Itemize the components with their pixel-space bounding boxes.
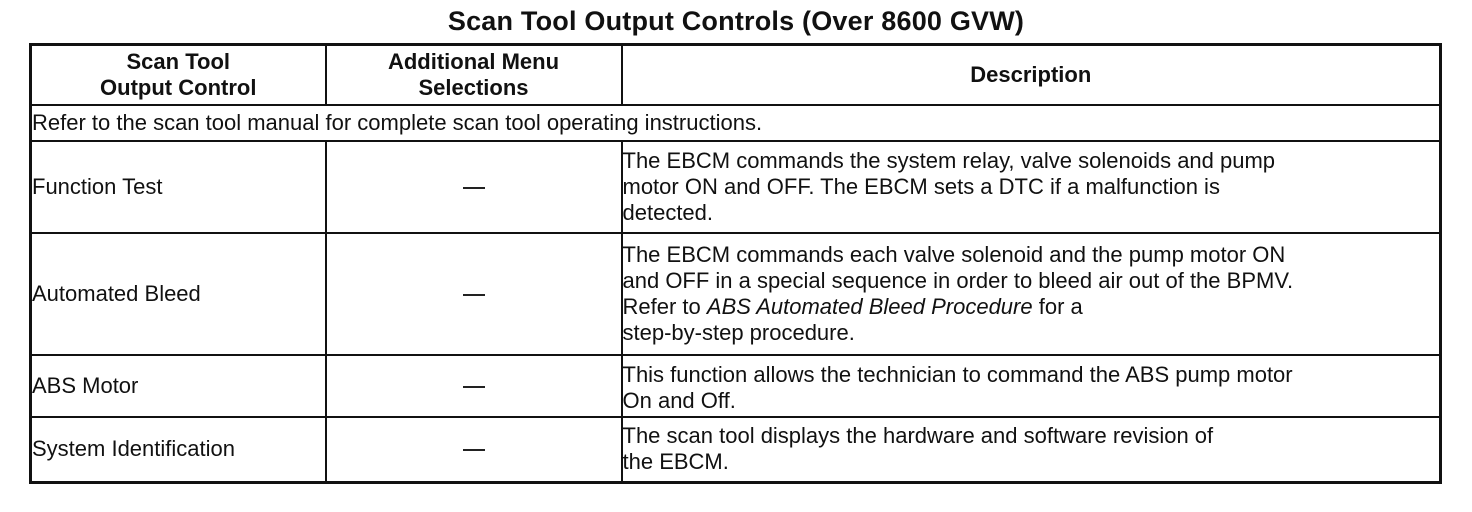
dash-mark (463, 449, 485, 451)
menu-selection (326, 233, 622, 355)
description-line: The EBCM commands the system relay, valve solenoids and pump (622, 147, 1276, 173)
dash-mark (463, 187, 485, 189)
header-output-control-line2: Output Control (100, 74, 257, 100)
dash-mark (463, 386, 485, 388)
procedure-reference: ABS Automated Bleed Procedure (706, 293, 1033, 319)
description-text: for a (1038, 293, 1083, 319)
description-line: and OFF in a special sequence in order to bleed air out of the BPMV. (622, 267, 1294, 293)
table-row (31, 355, 1441, 417)
table-row (31, 233, 1441, 355)
header-menu-selections-line1: Additional Menu (387, 48, 560, 74)
control-name: Automated Bleed (31, 233, 326, 355)
description-line: detected. (622, 199, 714, 225)
dash-mark (463, 294, 485, 296)
table-row (31, 141, 1441, 233)
description (622, 355, 1441, 417)
control-name: System Identification (31, 417, 326, 483)
control-name: ABS Motor (31, 355, 326, 417)
header-row (31, 45, 1441, 105)
description-line: The EBCM commands each valve solenoid and the pump motor ON (622, 241, 1286, 267)
menu-selection (326, 141, 622, 233)
description-line: The scan tool displays the hardware and software revision of (622, 423, 1214, 449)
output-controls-table (29, 43, 1442, 484)
header-menu-selections (326, 45, 622, 105)
header-output-control (31, 45, 326, 105)
header-output-control-line1: Scan Tool (126, 48, 230, 74)
description-line: step-by-step procedure. (622, 319, 855, 345)
instructions-note: Refer to the scan tool manual for complete scan tool operating instructions. (31, 105, 1441, 141)
control-name: Function Test (31, 141, 326, 233)
description (622, 141, 1441, 233)
page-title: Scan Tool Output Controls (Over 8600 GVW) (447, 6, 1025, 36)
description (622, 233, 1441, 355)
menu-selection (326, 417, 622, 483)
header-menu-selections-line2: Selections (418, 74, 529, 100)
note-row (31, 105, 1441, 141)
description-line: This function allows the technician to command the ABS pump motor (622, 361, 1293, 387)
description-line: the EBCM. (622, 449, 729, 475)
description-line (623, 294, 1440, 320)
description-line: motor ON and OFF. The EBCM sets a DTC if a malfunction is (622, 173, 1220, 199)
description-line: On and Off. (622, 387, 736, 413)
description (622, 417, 1441, 483)
header-description: Description (622, 45, 1441, 105)
menu-selection (326, 355, 622, 417)
description-text: Refer to (622, 293, 701, 319)
table-row (31, 417, 1441, 483)
